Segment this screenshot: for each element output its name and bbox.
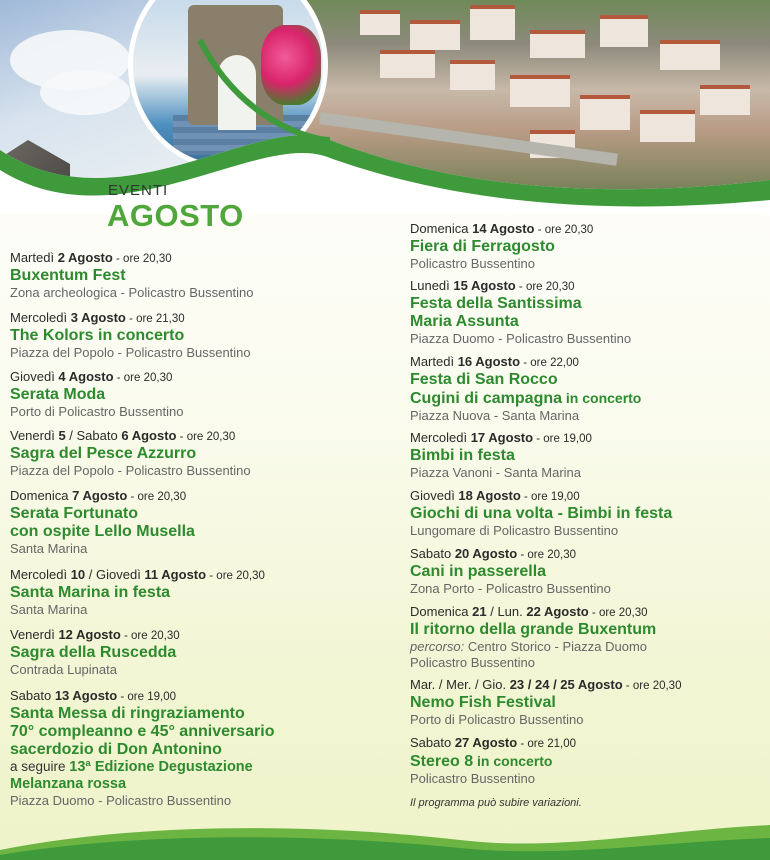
event-entry: Domenica 21 / Lun. 22 Agosto - ore 20,30 Il ritorno della grande Buxentum percorso: Centro Storico - Piazza Duomo Policastro Bussentino	[410, 604, 657, 670]
event-entry: Martedì 2 Agosto - ore 20,30 Buxentum Fest Zona archeologica - Policastro Bussentino	[10, 250, 254, 300]
eventi-label: EVENTI	[108, 182, 169, 199]
event-entry: Venerdì 5 / Sabato 6 Agosto - ore 20,30 Sagra del Pesce Azzurro Piazza del Popolo - Policastro Bussentino	[10, 428, 251, 478]
event-entry: Mercoledì 10 / Giovedì 11 Agosto - ore 20,30 Santa Marina in festa Santa Marina	[10, 567, 265, 617]
event-entry: Mercoledì 3 Agosto - ore 21,30 The Kolors in concerto Piazza del Popolo - Policastro Bussentino	[10, 310, 251, 360]
event-entry: Giovedì 18 Agosto - ore 19,00 Giochi di una volta - Bimbi in festa Lungomare di Policastro Bussentino	[410, 488, 673, 538]
event-entry: Sabato 13 Agosto - ore 19,00 Santa Messa di ringraziamento 70° compleanno e 45° anniversario sacerdozio di Don Antonino a seguire 13ª Edizione Degustazione Melanzana rossa Piazza Duomo - Policastro Bussentino	[10, 688, 275, 808]
event-entry: Domenica 7 Agosto - ore 20,30 Serata Fortunato con ospite Lello Musella Santa Marina	[10, 488, 195, 556]
event-entry: Mercoledì 17 Agosto - ore 19,00 Bimbi in festa Piazza Vanoni - Santa Marina	[410, 430, 592, 480]
event-entry: Sabato 27 Agosto - ore 21,00 Stereo 8 in concerto Policastro Bussentino	[410, 735, 577, 786]
event-entry: Domenica 14 Agosto - ore 20,30 Fiera di Ferragosto Policastro Bussentino	[410, 221, 594, 271]
disclaimer-note: Il programma può subire variazioni.	[410, 797, 582, 809]
month-title: AGOSTO	[107, 198, 244, 233]
event-entry: Lunedì 15 Agosto - ore 20,30 Festa della Santissima Maria Assunta Piazza Duomo - Policastro Bussentino	[410, 278, 632, 346]
event-entry: Venerdì 12 Agosto - ore 20,30 Sagra della Ruscedda Contrada Lupinata	[10, 627, 180, 677]
event-entry: Mar. / Mer. / Gio. 23 / 24 / 25 Agosto - ore 20,30 Nemo Fish Festival Porto di Policastro Bussentino	[410, 677, 682, 727]
footer-wave	[0, 800, 770, 860]
event-entry: Sabato 20 Agosto - ore 20,30 Cani in passerella Zona Porto - Policastro Bussentino	[410, 546, 611, 596]
event-entry: Martedì 16 Agosto - ore 22,00 Festa di San Rocco Cugini di campagna in concerto Piazza Nuova - Santa Marina	[410, 354, 642, 423]
event-entry: Giovedì 4 Agosto - ore 20,30 Serata Moda Porto di Policastro Bussentino	[10, 369, 184, 419]
